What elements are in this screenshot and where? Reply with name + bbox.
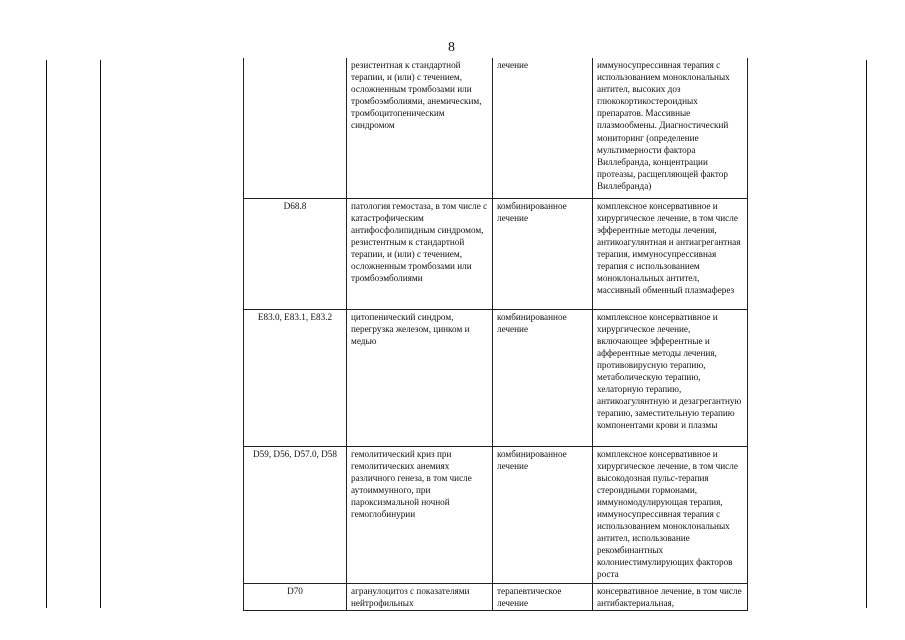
diagnosis-code-cell: D59, D56, D57.0, D58 xyxy=(244,446,347,583)
inner-left-rule xyxy=(100,60,101,608)
treatment-table xyxy=(243,58,748,611)
treatment-method-cell: иммуносупрессивная терапия с использованием моноклональных антител, высоких доз глюкокортикостероидных препаратов. Массивные плазмообмены. Диагностический мониторинг (определение мультимерности фактора Виллебранда, концентрации протеазы, расщепляющей фактор Виллебранда) xyxy=(593,58,748,198)
diagnosis-code-cell: E83.0, E83.1, E83.2 xyxy=(244,309,347,446)
table-row xyxy=(244,583,748,610)
treatment-type-cell: комбинированное лечение xyxy=(493,198,593,309)
table-row xyxy=(244,309,748,446)
diagnosis-code-cell: D70 xyxy=(244,583,347,610)
treatment-method-cell: консервативное лечение, в том числе антибактериальная, xyxy=(593,583,748,610)
outer-left-rule xyxy=(46,60,47,608)
treatment-type-cell: лечение xyxy=(493,58,593,198)
diagnosis-code-cell: D68.8 xyxy=(244,198,347,309)
treatment-method-cell: комплексное консервативное и хирургическое лечение, в том числе эфферентные методы лечения, антикоагулянтная и антиагрегантная терапия, иммуносупрессивная терапия с использованием моноклональных антител, массивный обменный плазмаферез xyxy=(593,198,748,309)
diagnosis-cell: резистентная к стандартной терапии, и (или) с течением, осложненным тромбозами или тромбоэмболиями, анемическим, тромбоцитопеническим синдромом xyxy=(347,58,493,198)
table-row xyxy=(244,198,748,309)
page-number: 8 xyxy=(448,40,455,55)
treatment-method-cell: комплексное консервативное и хирургическое лечение, в том числе высокодозная пульс-терапия стероидными гормонами, иммуномодулирующая терапия, иммуносупрессивная терапия с использованием моноклональных антител, использование рекомбинантных колониестимулирующих факторов роста xyxy=(593,446,748,583)
treatment-type-cell: терапевтическое лечение xyxy=(493,583,593,610)
diagnosis-cell: агранулоцитоз с показателями нейтрофильных xyxy=(347,583,493,610)
right-rule xyxy=(866,60,867,608)
table-row xyxy=(244,58,748,198)
diagnosis-cell: цитопенический синдром, перегрузка железом, цинком и медью xyxy=(347,309,493,446)
treatment-method-cell: комплексное консервативное и хирургическое лечение, включающее эфферентные и афферентные методы лечения, противовирусную терапию, метаболическую терапию, хелаторную терапию, антикоагулянтную и дезагрегантную терапию, заместительную терапию компонентами крови и плазмы xyxy=(593,309,748,446)
diagnosis-cell: гемолитический криз при гемолитических анемиях различного генеза, в том числе аутоиммунного, при пароксизмальной ночной гемоглобинурии xyxy=(347,446,493,583)
treatment-type-cell: комбинированное лечение xyxy=(493,309,593,446)
diagnosis-cell: патология гемостаза, в том числе с катастрофическим антифосфолипидным синдромом, резистентным к стандартной терапии, и (или) с течением, осложненным тромбозами или тромбоэмболиями xyxy=(347,198,493,309)
treatment-type-cell: комбинированное лечение xyxy=(493,446,593,583)
table-row xyxy=(244,446,748,583)
diagnosis-code-cell xyxy=(244,58,347,198)
